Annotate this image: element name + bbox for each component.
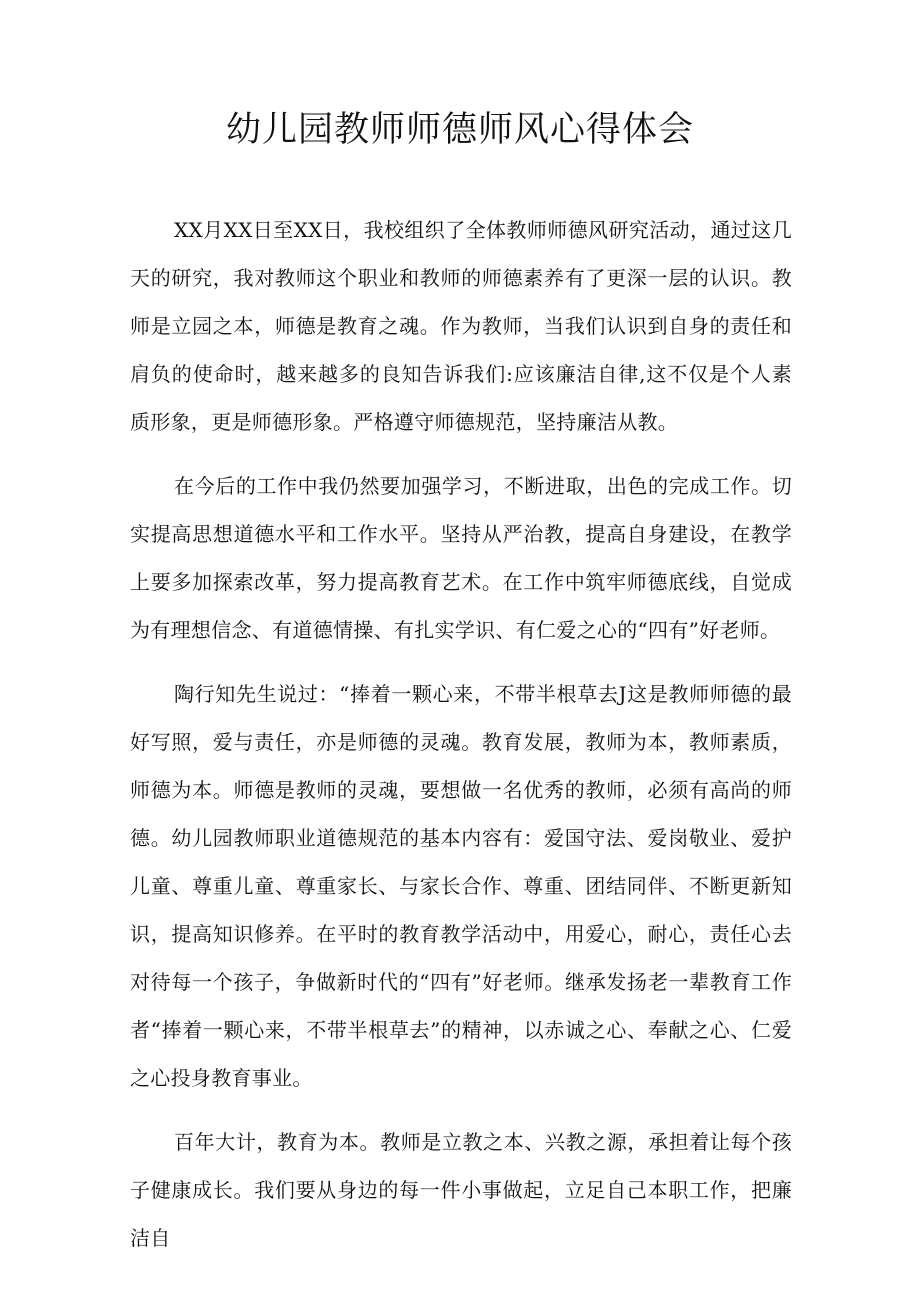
document-title: 幼儿园教师师德师风心得体会 [225, 110, 694, 150]
document-body [130, 206, 792, 1278]
paragraph-4: 百年大计，教育为本。教师是立教之本、兴教之源，承担着让每个孩子健康成长。我们要从身边的每一件小事做起，立足自己本职工作，把廉洁自 [130, 1130, 792, 1250]
paragraph-3: 陶行知先生说过：“捧着一颗心来，不带半根草去J这是教师师德的最好写照，爱与责任，亦是师德的灵魂。教育发展，教师为本，教师素质，师德为本。师德是教师的灵魂，要想做一名优秀的教师，必须有高尚的师德。幼儿园教师职业道德规范的基本内容有：爱国守法、爱岗敬业、爱护儿童、尊重儿童、尊重家长、与家长合作、尊重、团结同伴、不断更新知识，提高知识修养。在平时的教育教学活动中，用爱心，耐心，责任心去对待每一个孩子，争做新时代的“四有”好老师。继承发扬老一辈教育工作者“捧着一颗心来，不带半根草去”的精神，以赤诚之心、奉献之心、仁爱之心投身教育事业。 [130, 682, 792, 1090]
paragraph-1: XX月XX日至XX日，我校组织了全体教师师德风研究活动，通过这几天的研究，我对教师这个职业和教师的师德素养有了更深一层的认识。教师是立园之本，师德是教育之魂。作为教师，当我们认识到自身的责任和肩负的使命时，越来越多的良知告诉我们:应该廉洁自律,这不仅是个人素质形象，更是师德形象。严格遵守师德规范，坚持廉洁从教。 [130, 218, 792, 434]
paragraph-2: 在今后的工作中我仍然要加强学习，不断进取，出色的完成工作。切实提高思想道德水平和工作水平。坚持从严治教，提高自身建设，在教学上要多加探索改革，努力提高教育艺术。在工作中筑牢师德底线，自觉成为有理想信念、有道德情操、有扎实学识、有仁爱之心的“四有”好老师。 [130, 474, 792, 642]
